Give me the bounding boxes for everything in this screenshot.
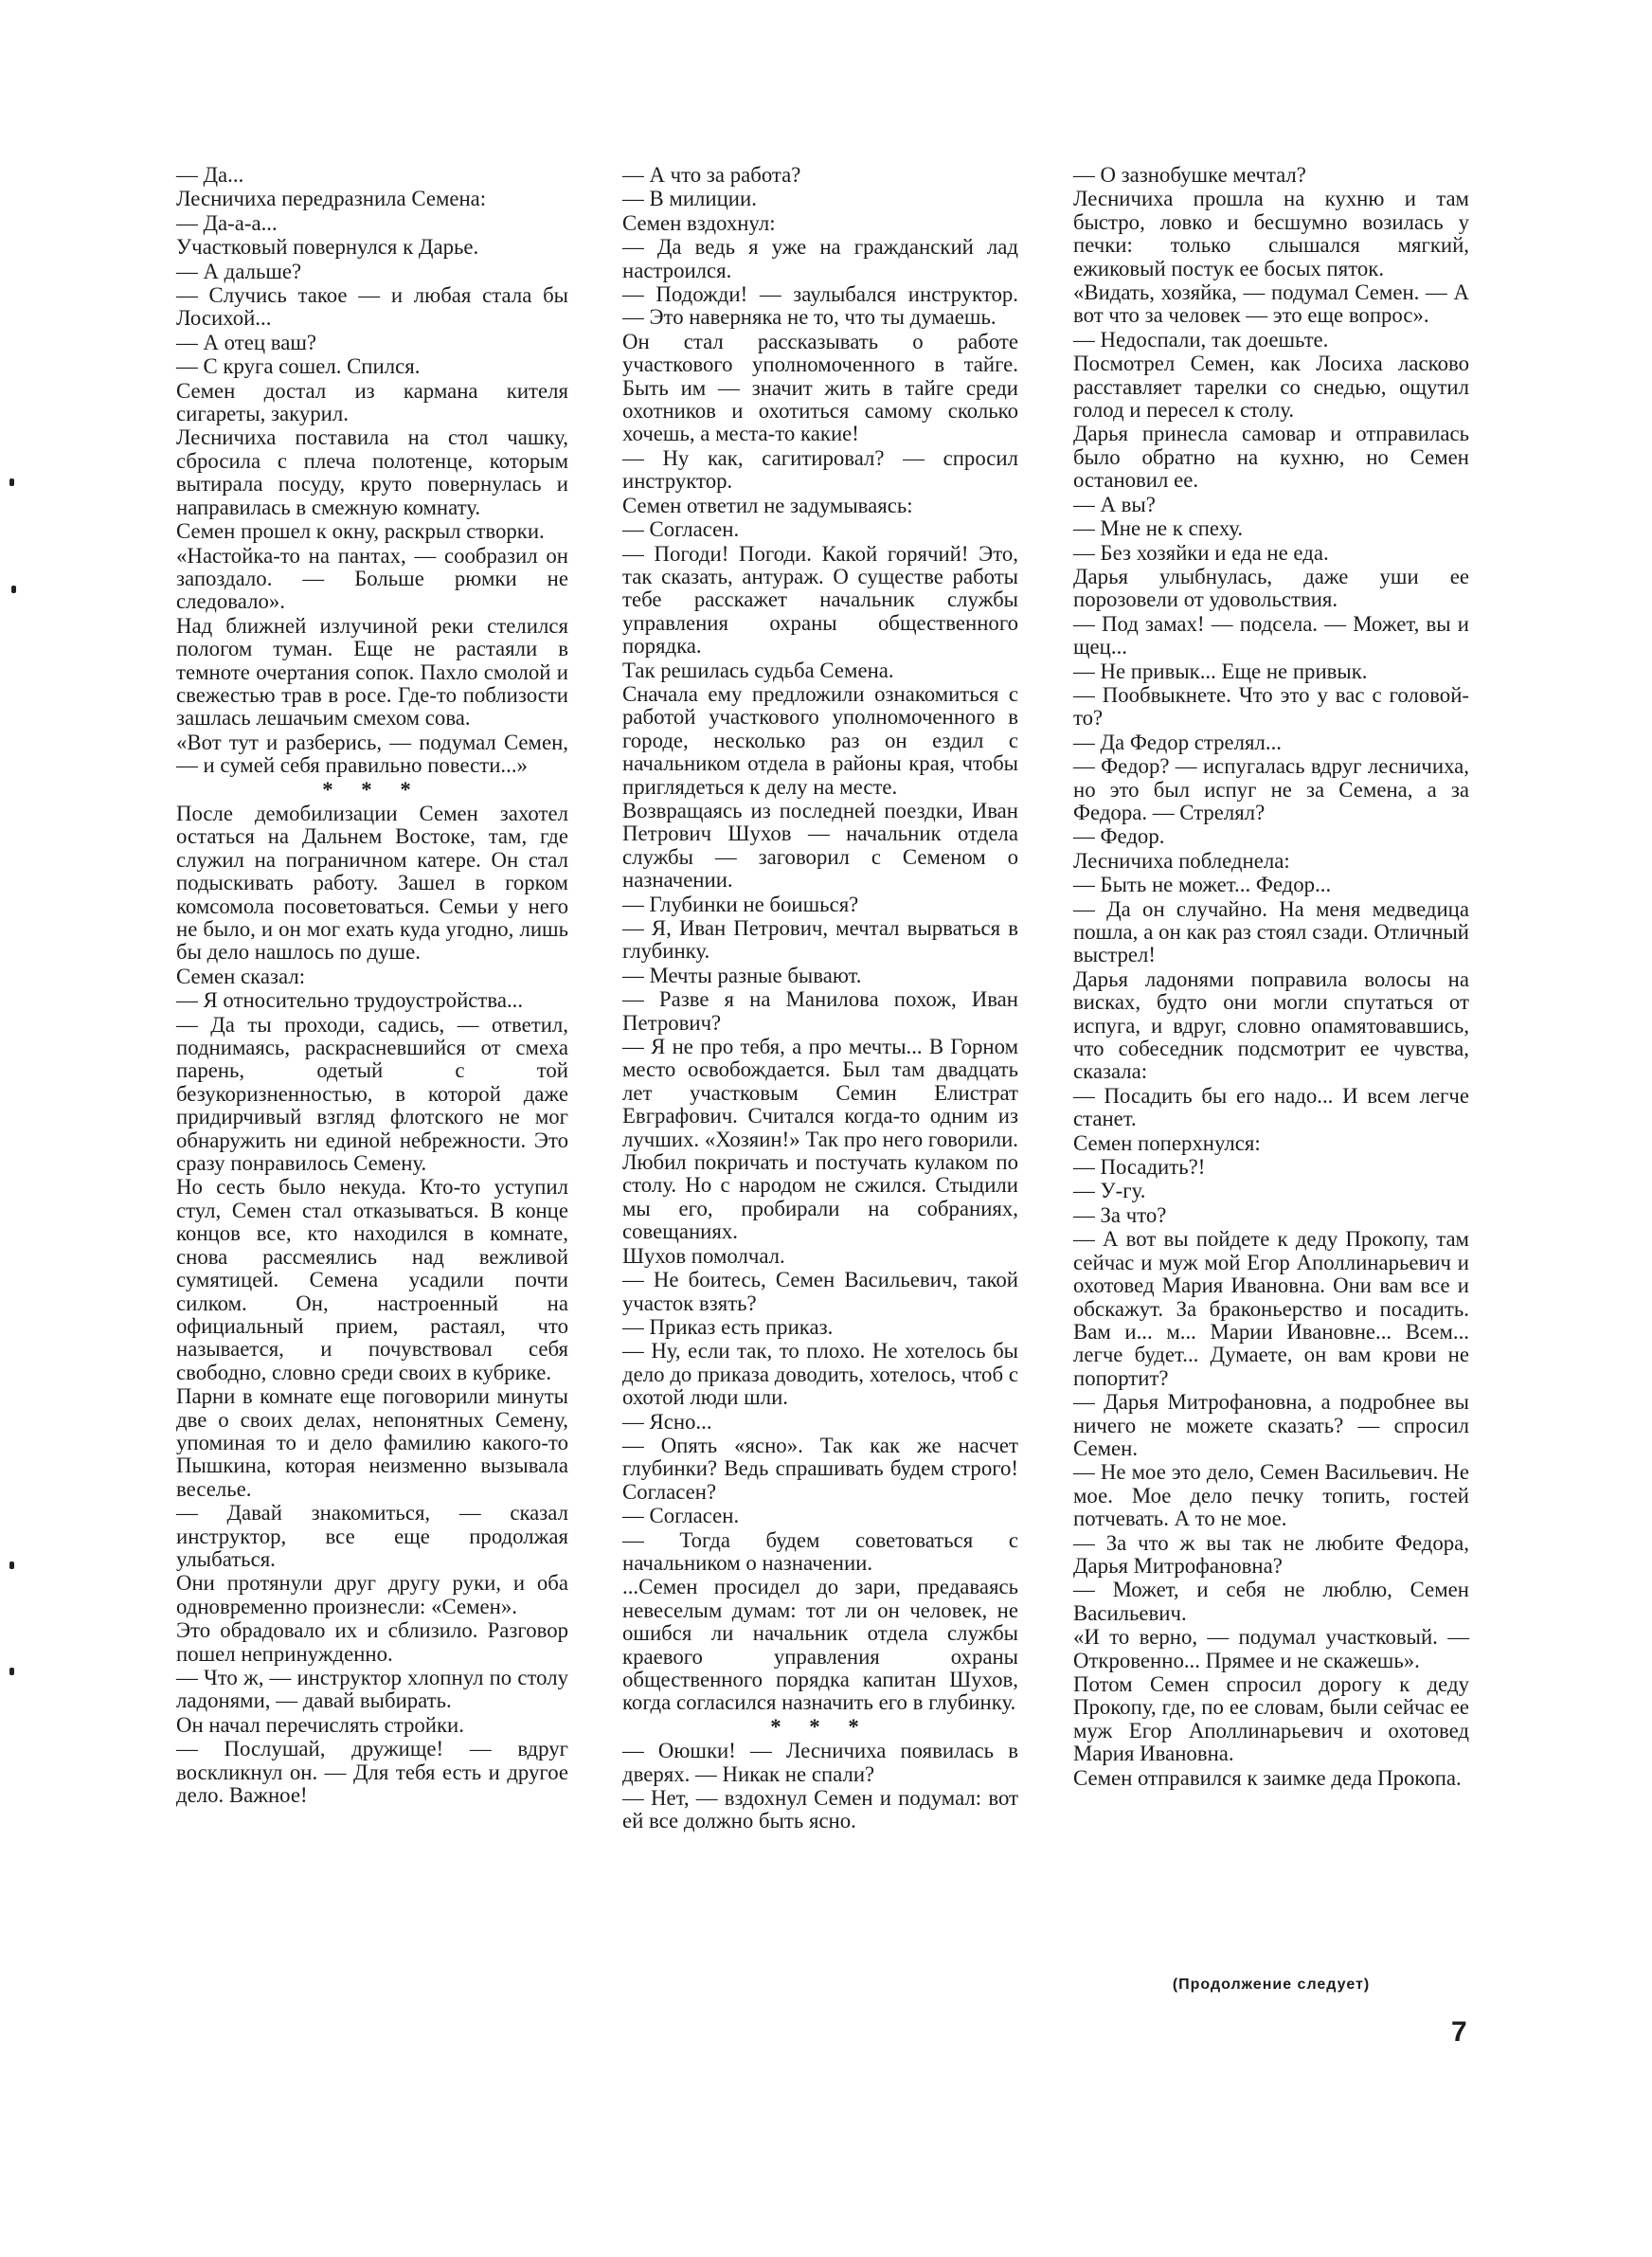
- paragraph: — У-гу.: [1073, 1179, 1146, 1203]
- paragraph: — Не мое это дело, Семен Васильевич. Не мое. Мое дело печку топить, гостей потчевать. А то не мое.: [1073, 1460, 1469, 1531]
- paragraph: — С круга сошел. Спился.: [176, 354, 421, 379]
- paragraph: — Тогда будем советоваться с начальником о назначении.: [622, 1527, 1018, 1575]
- paragraph: Он стал рассказывать о работе участкового уполномоченного в тайге. Быть им — значит жить в тайге среди охотников и охотиться самому сколько хочешь, а места-то какие!: [622, 329, 1018, 446]
- paragraph: Дарья улыбнулась, даже уши ее порозовели от удовольствия.: [1073, 564, 1469, 612]
- paragraph: — В милиции.: [622, 187, 757, 211]
- paragraph: — Разве я на Манилова похож, Иван Петрович?: [622, 987, 1018, 1035]
- paragraph: — Да ведь я уже на гражданский лад настроился.: [622, 235, 1018, 282]
- paragraph: Лесничиха поставила на стол чашку, сбросила с плеча полотенце, которым вытирала посуду, круто повернулась и направилась в смежную комнату.: [176, 425, 568, 519]
- paragraph: «Настойка-то на пантах, — сообразил он запоздало. — Больше рюмки не следовало».: [176, 543, 568, 614]
- paragraph: Так решилась судьба Семена.: [622, 658, 894, 682]
- paragraph: Лесничиха прошла на кухню и там быстро, ловко и бесшумно возилась у печки: только слышался мягкий, ежиковый постук ее босых пяток.: [1073, 187, 1469, 280]
- paragraph: — Да Федор стрелял...: [1073, 730, 1282, 754]
- paragraph: — Послушай, дружище! — вдруг воскликнул он. — Для тебя есть и другое дело. Важное!: [176, 1737, 568, 1808]
- paragraph: Он начал перечислять стройки.: [176, 1712, 464, 1737]
- text-column-2: [622, 164, 1018, 1834]
- paragraph: — Посадить?!: [1073, 1155, 1206, 1180]
- paragraph: — Быть не может... Федор...: [1073, 873, 1332, 897]
- paragraph: «И то верно, — подумал участковый. — Откровенно... Прямее и не скажешь».: [1073, 1625, 1469, 1672]
- paragraph: — Посадить бы его надо... И всем легче станет.: [1073, 1083, 1469, 1131]
- margin-mark: [9, 1668, 14, 1675]
- paragraph: Парни в комнате еще поговорили минуты две о своих делах, непонятных Семену, упоминая то и дело фамилию какого-то Пышкина, которая неизменно вызывала веселье.: [176, 1384, 568, 1501]
- section-separator: * * *: [322, 777, 422, 802]
- text-column-1: [176, 164, 568, 1808]
- margin-mark: [9, 478, 14, 486]
- paragraph: — Я относительно трудоустройства...: [176, 988, 524, 1013]
- paragraph: — За что?: [1073, 1202, 1167, 1227]
- paragraph: — А что за работа?: [622, 163, 801, 187]
- paragraph: Посмотрел Семен, как Лосиха ласково расставляет тарелки со снедью, ощутил голод и пересел к столу.: [1073, 352, 1469, 423]
- paragraph: — Согласен.: [622, 1504, 740, 1528]
- text-column-3: [1073, 164, 1469, 1791]
- paragraph: — За что ж вы так не любите Федора, Дарья Митрофановна?: [1073, 1530, 1469, 1578]
- paragraph: Лесничиха передразнила Семена:: [176, 187, 487, 211]
- paragraph: Возвращаясь из последней поездки, Иван Петрович Шухов — начальник отдела службы — заговорил с Семеном о назначении.: [622, 798, 1018, 893]
- paragraph: — Глубинки не боишься?: [622, 892, 859, 916]
- paragraph: Семен поперхнулся:: [1073, 1130, 1261, 1155]
- paragraph: — Да он случайно. На меня медведица пошла, а он как раз стоял сзади. Отличный выстрел!: [1073, 896, 1469, 967]
- paragraph: — О зазнобушке мечтал?: [1073, 163, 1306, 187]
- page-number: 7: [1451, 2016, 1467, 2048]
- paragraph: — Приказ есть приказ.: [622, 1314, 834, 1339]
- paragraph: — Ну как, сагитировал? — спросил инструктор.: [622, 445, 1018, 494]
- paragraph: Лесничиха побледнела:: [1073, 848, 1290, 873]
- paragraph: — Да ты проходи, садись, — ответил, поднимаясь, раскрасневшийся от смеха парень, одетый с той безукоризненностью, в которой даже придирчивый взгляд флотского не мог обнаружить ни единой небрежности. Это сразу понравилось Семену.: [176, 1012, 568, 1176]
- paragraph: Потом Семен спросил дорогу к деду Прокопу, где, по ее словам, были сейчас ее муж Егор Аполлинарьевич и охотовед Мария Ивановна.: [1073, 1672, 1469, 1766]
- paragraph: — Под замах! — подсела. — Может, вы и щец...: [1073, 611, 1469, 659]
- paragraph: — Дарья Митрофановна, а подробнее вы ничего не можете сказать? — спросил Семен.: [1073, 1390, 1469, 1460]
- paragraph: Они протянули друг другу руки, и оба одновременно произнесли: «Семен».: [176, 1571, 568, 1618]
- paragraph: Над ближней излучиной реки стелился пологом туман. Еще не растаяли в темноте очертания сопок. Пахло смолой и свежестью трав в росе. Где-то поблизости зашлась лешачьим смехом сова.: [176, 613, 568, 731]
- paragraph: «Видать, хозяйка, — подумал Семен. — А вот что за человек — это еще вопрос».: [1073, 280, 1469, 328]
- paragraph: Семен ответил не задумываясь:: [622, 493, 913, 517]
- paragraph: — Что ж, — инструктор хлопнул по столу ладонями, — давай выбирать.: [176, 1666, 568, 1713]
- paragraph: — А отец ваш?: [176, 330, 316, 354]
- paragraph: ...Семен просидел до зари, предаваясь невеселым думам: тот ли он человек, не ошибся ли начальник отдела службы краевого управления охраны общественного порядка капитан Шухов, когда согласился назначить его в глубинку.: [622, 1575, 1018, 1715]
- paragraph: — Подожди! — заулыбался инструктор. — Это наверняка не то, что ты думаешь.: [622, 282, 1018, 330]
- paragraph: Но сесть было некуда. Кто-то уступил стул, Семен стал отказываться. В конце концов все, кто находился в комнате, снова рассмеялись над вежливой сумятицей. Семена усадили почти силком. Он, настроенный на официальный прием, растаял, что называется, и почувствовал себя свободно, словно среди своих в кубрике.: [176, 1175, 568, 1384]
- paragraph: Семен вздохнул:: [622, 210, 776, 235]
- paragraph: Сначала ему предложили ознакомиться с работой участкового уполномоченного в городе, несколько раз он ездил с начальником отдела в районы края, чтобы приглядеться к делу на месте.: [622, 681, 1018, 799]
- paragraph: — Давай знакомиться, — сказал инструктор, все еще продолжая улыбаться.: [176, 1501, 568, 1571]
- paragraph: Это обрадовало их и сблизило. Разговор пошел непринужденно.: [176, 1618, 568, 1666]
- paragraph: Дарья ладонями поправила волосы на висках, будто они могли спутаться от испуга, и вдруг, словно опамятовавшись, что собеседник подсмотрит ее чувства, сказала:: [1073, 966, 1469, 1084]
- paragraph: — Оюшки! — Лесничиха появилась в дверях. — Никак не спали?: [622, 1739, 1018, 1786]
- paragraph: После демобилизации Семен захотел остаться на Дальнем Востоке, там, где служил на пограничном катере. Он стал подыскивать работу. Зашел в горком комсомола посоветоваться. Семьи у него не было, и он мог ехать куда угодно, лишь бы дело нашлось по душе.: [176, 801, 568, 965]
- paragraph: Семен достал из кармана кителя сигареты, закурил.: [176, 378, 568, 426]
- paragraph: — Не боитесь, Семен Васильевич, такой участок взять?: [622, 1268, 1018, 1315]
- paragraph: — Не привык... Еще не привык.: [1073, 659, 1368, 683]
- paragraph: — Ну, если так, то плохо. Не хотелось бы дело до приказа доводить, хотелось, чтоб с охотой люди шли.: [622, 1339, 1018, 1410]
- margin-mark: [9, 1562, 14, 1569]
- paragraph: — Пообвыкнете. Что это у вас с головой-то?: [1073, 682, 1469, 731]
- margin-mark: [11, 586, 16, 593]
- section-separator: * * *: [770, 1714, 871, 1739]
- paragraph: Шухов помолчал.: [622, 1243, 785, 1268]
- paragraph: — Мне не к спеху.: [1073, 516, 1244, 541]
- paragraph: — А вы?: [1073, 492, 1156, 516]
- paragraph: — Я не про тебя, а про мечты... В Горном место освобождается. Был там двадцать лет участковым Семин Елистрат Евграфович. Считался когда-то одним из лучших. «Хозяин!» Так про него говорили. Любил покричать и постучать кулаком по столу. Но с народом не сжился. Стыдили мы его, пробирали на собраниях, совещаниях.: [622, 1035, 1018, 1244]
- paragraph: — Опять «ясно». Так как же насчет глубинки? Ведь спрашивать будем строго! Согласен?: [622, 1433, 1018, 1504]
- paragraph: Семен прошел к окну, раскрыл створки.: [176, 519, 545, 544]
- paragraph: — А дальше?: [176, 259, 302, 283]
- paragraph: — Случись такое — и любая стала бы Лосихой...: [176, 283, 568, 331]
- paragraph: — Недоспали, так доешьте.: [1073, 327, 1329, 352]
- paragraph: Семен сказал:: [176, 964, 306, 988]
- paragraph: — Да...: [176, 163, 244, 187]
- paragraph: — Ясно...: [622, 1409, 712, 1434]
- paragraph: — Без хозяйки и еда не еда.: [1073, 540, 1329, 565]
- paragraph: — А вот вы пойдете к деду Прокопу, там сейчас и муж мой Егор Аполлинарьевич и охотовед Мария Ивановна. Они вам все и обскажут. За браконьерство и посадить. Вам и... м... Марии Ивановне... Всем... легче будет... Думаете, он вам крови не попортит?: [1073, 1227, 1469, 1390]
- paragraph: — Нет, — вздохнул Семен и подумал: вот ей все должно быть ясно.: [622, 1786, 1018, 1833]
- paragraph: — Федор? — испугалась вдруг лесничиха, но это был испуг не за Семена, а за Федора. — Стрелял?: [1073, 754, 1469, 824]
- paragraph: Дарья принесла самовар и отправилась было обратно на кухню, но Семен остановил ее.: [1073, 422, 1469, 493]
- paragraph: Участковый повернулся к Дарье.: [176, 235, 479, 260]
- paragraph: «Вот тут и разберись, — подумал Семен, — и сумей себя правильно повести...»: [176, 730, 568, 778]
- paragraph: — Мечты разные бывают.: [622, 963, 862, 987]
- paragraph: Семен отправился к заимке деда Прокопа.: [1073, 1765, 1462, 1790]
- paragraph: — Может, и себя не люблю, Семен Васильевич.: [1073, 1578, 1469, 1625]
- paragraph: — Я, Иван Петрович, мечтал вырваться в глубинку.: [622, 916, 1018, 964]
- paragraph: — Согласен.: [622, 517, 740, 542]
- paragraph: — Да-а-а...: [176, 210, 278, 235]
- continued-note: (Продолжение следует): [1172, 1977, 1371, 1993]
- paragraph: — Погоди! Погоди. Какой горячий! Это, так сказать, антураж. О существе работы тебе расскажет начальник службы управления охраны общественного порядка.: [622, 541, 1018, 659]
- paragraph: — Федор.: [1073, 824, 1165, 849]
